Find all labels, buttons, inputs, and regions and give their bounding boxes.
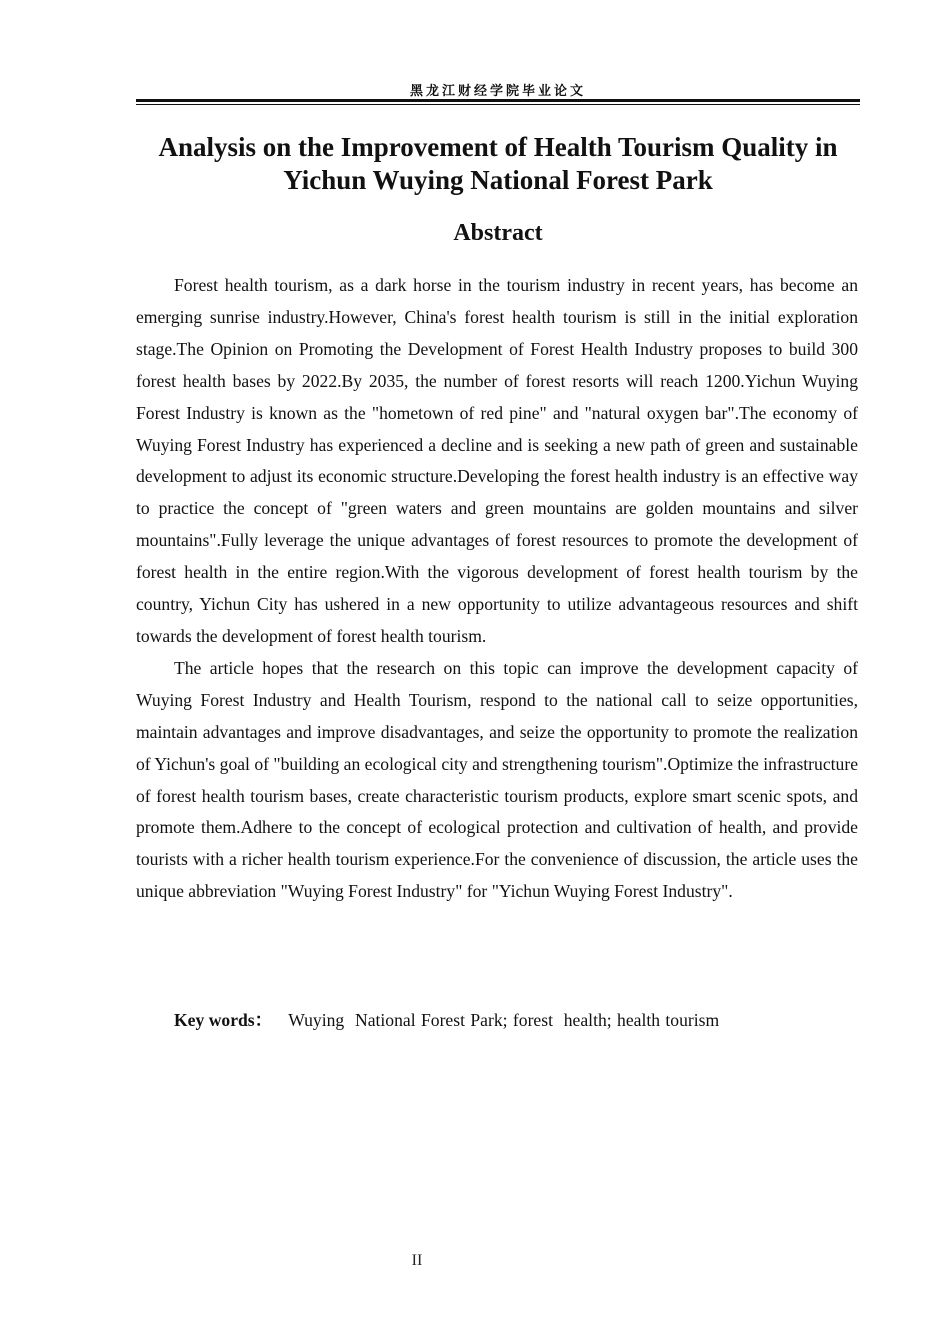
- abstract-paragraph-1: Forest health tourism, as a dark horse in the tourism industry in recent years, has become an emerging sunrise industry.However, China's forest health tourism is still in the initial exploration stage.The Opinion on Promoting the Development of Forest Health Industry proposes to build 300 forest health bases by 2022.By 2035, the number of forest resorts will reach 1200.Yichun Wuying Forest Industry is known as the "hometown of red pine" and "natural oxygen bar".The economy of Wuying Forest Industry has experienced a decline and is seeking a new path of green and sustainable development to adjust its economic structure.Developing the forest health industry is an effective way to practice the concept of "green waters and green mountains are golden mountains and silver mountains".Fully leverage the unique advantages of forest resources to promote the development of forest health in the entire region.With the vigorous development of forest health tourism by the country, Yichun City has ushered in a new opportunity to utilize advantageous resources and shift towards the development of forest health tourism.: [136, 275, 858, 646]
- keywords-label: Key words：: [174, 1010, 273, 1030]
- abstract-paragraph-2: The article hopes that the research on this topic can improve the development capacity of Wuying Forest Industry and Health Tourism, respond to the national call to seize opportunities, maintain advantages and improve disadvantages, and seize the opportunity to promote the realization of Yichun's goal of "building an ecological city and strengthening tourism".Optimize the infrastructure of forest health tourism bases, create characteristic tourism products, explore smart scenic spots, and promote them.Adhere to the concept of ecological protection and cultivation of health, and provide tourists with a richer health tourism experience.For the convenience of discussion, the article uses the unique abbreviation "Wuying Forest Industry" for "Yichun Wuying Forest Industry".: [136, 657, 858, 902]
- running-header: 黑龙江财经学院毕业论文: [409, 84, 586, 99]
- header-rule-thin: [136, 104, 860, 105]
- keywords-value: Wuying National Forest Park; forest health; health tourism: [288, 1010, 720, 1030]
- header-rule-thick: [136, 99, 860, 102]
- abstract-heading: Abstract: [453, 220, 543, 246]
- abstract-body: [136, 270, 858, 908]
- page-number: II: [411, 1252, 423, 1269]
- thesis-title: Analysis on the Improvement of Health Tourism Quality in Yichun Wuying National Forest Park: [158, 132, 838, 195]
- keywords-line: [174, 1006, 719, 1034]
